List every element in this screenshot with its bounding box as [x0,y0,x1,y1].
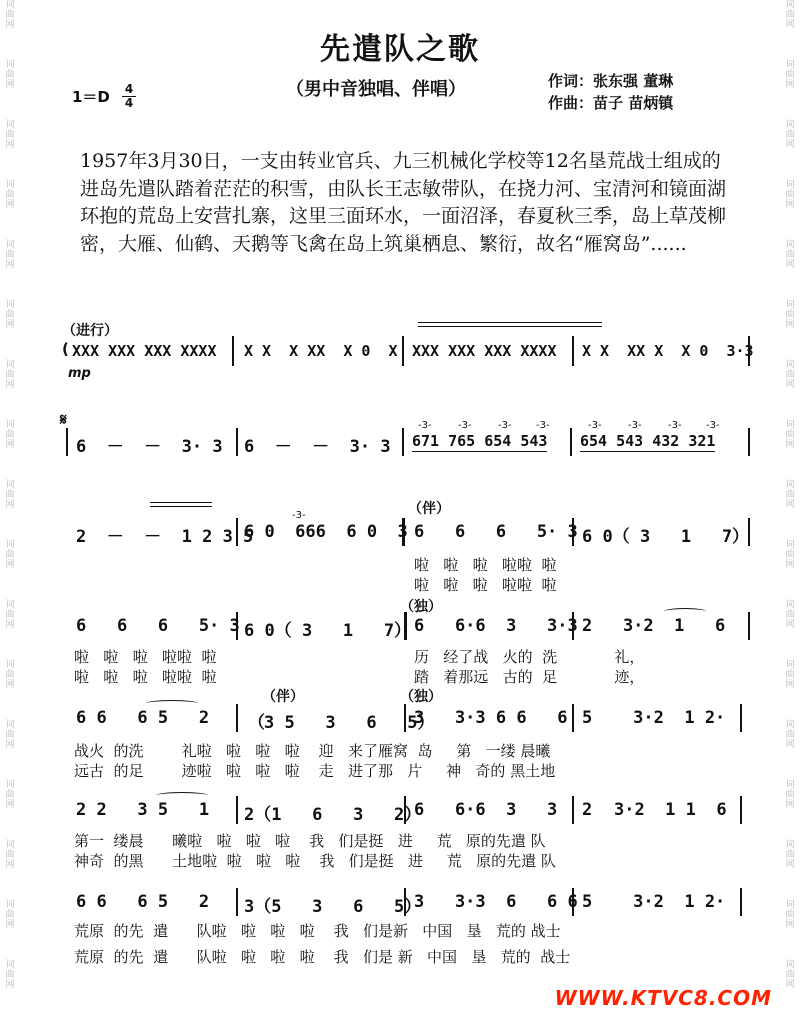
composer-credit: 作曲：苗子 苗炳镇 [548,94,674,112]
measure-notes: 2 2 3 5 1 [76,800,210,820]
triplet-mark: -3- [498,420,512,431]
triplet-mark: -3- [706,420,720,431]
measure-notes: 6 － － 3· 3 [76,437,223,457]
lyric-line-2: 荒原 的先 遣 队啦 啦 啦 啦 我 们是 新 中国 垦 荒的 战士 [74,948,571,966]
measure-notes: 6 6 6 5 2 [76,708,210,728]
paren-open: ( [62,340,69,358]
watermark-right-column [782,0,798,1034]
lyric-line-1: 历 经了战 火的 洗 礼， [414,648,645,666]
tempo-marking: （进行） [62,323,118,339]
watermark: 词曲网 [785,420,795,450]
measure-notes: 2 3·2 1 6 [582,616,726,636]
lyric-line-2: 踏 着那远 古的 足 迹， [414,668,645,686]
time-signature [122,83,136,110]
repeat-barline [404,612,407,640]
watermark: 词曲网 [785,180,795,210]
crescendo-mark [150,506,212,507]
watermark: 词曲网 [785,900,795,930]
watermark: 词曲网 [785,0,795,30]
intro-paragraph: 1957年3月30日，一支由转业官兵、九三机械化学校等12名垦荒战士组成的进岛先遣队踏着茫茫的积雪，由队长王志敏带队，在挠力河、宝清河和镜面湖环抱的荒岛上安营扎寨，这里三面环水，一面沼泽，春夏秋三季，岛上草茂柳密，大雁、仙鹤、天鹅等飞禽在岛上筑巢栖息、繁衍，故名“雁窝岛”...... [80,150,727,255]
watermark: 词曲网 [5,180,15,210]
measure-notes: 5 3·2 1 2· [582,892,726,912]
song-subtitle: （男中音独唱、伴唱） [286,79,466,100]
measure-notes: 3 3·3 6 6 6 [414,708,568,728]
barline [402,336,404,366]
measure-notes: 6 6·6 3 3·3 [414,616,578,636]
barline [232,336,234,366]
watermark: 词曲网 [785,840,795,870]
barline [402,428,404,456]
barline [748,428,750,456]
barline [740,704,742,732]
key-signature: 1＝D [72,88,110,106]
barline [404,704,406,732]
lyric-line-1: 啦 啦 啦 啦啦 啦 [74,648,217,666]
lyric-line-1: 第一 缕晨 曦啦 啦 啦 啦 我 们是挺 进 荒 原的先遣 队 [74,832,546,850]
watermark: 词曲网 [5,240,15,270]
watermark: 词曲网 [5,540,15,570]
barline [748,612,750,640]
barline [740,796,742,824]
slur [664,608,706,615]
crescendo-mark [418,326,602,327]
lyric-line-1: 啦 啦 啦 啦啦 啦 [414,556,557,574]
barline [236,612,238,640]
site-url[interactable]: WWW.KTVC8.COM [554,986,772,1010]
triplet-mark: -3- [588,420,602,431]
barline [572,704,574,732]
chorus-tag: （伴） [262,689,304,705]
barline [572,888,574,916]
barline [404,888,406,916]
lyric-line-1: 战火 的洗 礼啦 啦 啦 啦 迎 来了雁窝 岛 第 一缕 晨曦 [74,742,551,760]
segno-sign: 𝄋 [60,410,67,429]
triplet-mark: -3- [418,420,432,431]
triplet-mark: -3- [536,420,550,431]
barline [572,796,574,824]
solo-tag: （独） [400,689,442,705]
measure-notes-lead: 2 [582,800,593,820]
barline [572,336,574,366]
watermark: 词曲网 [5,60,15,90]
slur [156,792,208,799]
watermark: 词曲网 [5,360,15,390]
dynamic-marking: mp [68,366,91,381]
lyric-line-2: 啦 啦 啦 啦啦 啦 [74,668,217,686]
watermark: 词曲网 [785,780,795,810]
measure-notes: 3·2 1 1 6 [614,800,727,820]
crescendo-mark [150,502,212,503]
barline [740,888,742,916]
lyric-line-2: 啦 啦 啦 啦啦 啦 [414,576,557,594]
measure-notes: 6 6 6 5· 3 [76,616,240,636]
measure-notes: X X X XX X 0 X [244,342,398,360]
time-signature-bottom: 4 [122,96,136,110]
barline [570,428,572,456]
watermark: 词曲网 [5,840,15,870]
measure-notes: 654 543 432 321 [580,432,716,450]
watermark: 词曲网 [5,780,15,810]
time-signature-top: 4 [124,82,134,96]
solo-tag: （独） [400,599,442,615]
measure-notes: 3 5 3 6 5） [264,713,435,733]
barline [236,796,238,824]
lyric-line-2: 远古 的足 迹啦 啦 啦 啦 走 进了那 片 神 奇的 黑土地 [74,762,556,780]
watermark: 词曲网 [785,660,795,690]
watermark: 词曲网 [5,480,15,510]
measure-notes: 2 － － 1 2 3 5 [76,527,254,547]
triplet-mark: -3- [668,420,682,431]
measure-notes: 6 6 6 5· 3 [414,522,578,542]
measure-notes: 6 － － 3· 3 [244,437,391,457]
barline [748,336,750,366]
barline [748,518,750,546]
measure-notes: 6 0（ 3 1 7） [244,621,412,641]
watermark: 词曲网 [785,600,795,630]
slur [146,700,198,707]
measure-notes: 2（1 6 3 2） [244,805,422,825]
watermark: 词曲网 [785,480,795,510]
barline [404,796,406,824]
watermark: 词曲网 [5,0,15,30]
measure-notes: XXX XXX XXX XXXX [72,342,217,360]
watermark: 词曲网 [785,60,795,90]
song-title: 先遣队之歌 [320,32,480,67]
chorus-tag: （伴） [408,501,450,517]
barline [236,518,238,546]
watermark: 词曲网 [785,540,795,570]
watermark: 词曲网 [5,600,15,630]
watermark: 词曲网 [785,300,795,330]
watermark: 词曲网 [5,420,15,450]
lyric-line-2: 神奇 的黑 土地啦 啦 啦 啦 我 们是挺 进 荒 原的先遣 队 [74,852,556,870]
triplet-mark: -3- [292,510,306,521]
watermark: 词曲网 [5,720,15,750]
barline [572,518,574,546]
repeat-barline [402,518,405,546]
measure-notes: 5 3·2 1 2· [582,708,726,728]
measure-notes: 6 6 6 5 2 [76,892,210,912]
barline [236,888,238,916]
measure-notes: X X XX X X 0 3·3 [582,342,754,360]
paren-open: （ [248,713,265,733]
watermark: 词曲网 [785,240,795,270]
barline [66,428,68,456]
barline [572,612,574,640]
watermark: 词曲网 [5,300,15,330]
measure-notes: 671 765 654 543 [412,432,548,450]
watermark: 词曲网 [5,660,15,690]
measure-notes: 6 0 666 6 0 3 [244,522,408,542]
measure-notes: 3（5 3 6 5） [244,897,422,917]
watermark: 词曲网 [785,960,795,990]
watermark-left-column [2,0,18,1034]
lyricist-credit: 作词：张东强 董琳 [548,72,674,90]
watermark: 词曲网 [785,360,795,390]
measure-notes: 6 0（ 3 1 7） [582,527,750,547]
measure-notes: 6 6·6 3 3 [414,800,558,820]
barline [236,704,238,732]
watermark: 词曲网 [785,120,795,150]
watermark: 词曲网 [5,900,15,930]
lyric-line-1: 荒原 的先 遣 队啦 啦 啦 啦 我 们是新 中国 垦 荒的 战士 [74,922,561,940]
watermark: 词曲网 [5,120,15,150]
measure-notes: 3 3·3 6 6 6 [414,892,578,912]
triplet-mark: -3- [458,420,472,431]
barline [236,428,238,456]
triplet-mark: -3- [628,420,642,431]
measure-notes: XXX XXX XXX XXXX [412,342,557,360]
crescendo-mark [418,322,602,323]
watermark: 词曲网 [785,720,795,750]
watermark: 词曲网 [5,960,15,990]
